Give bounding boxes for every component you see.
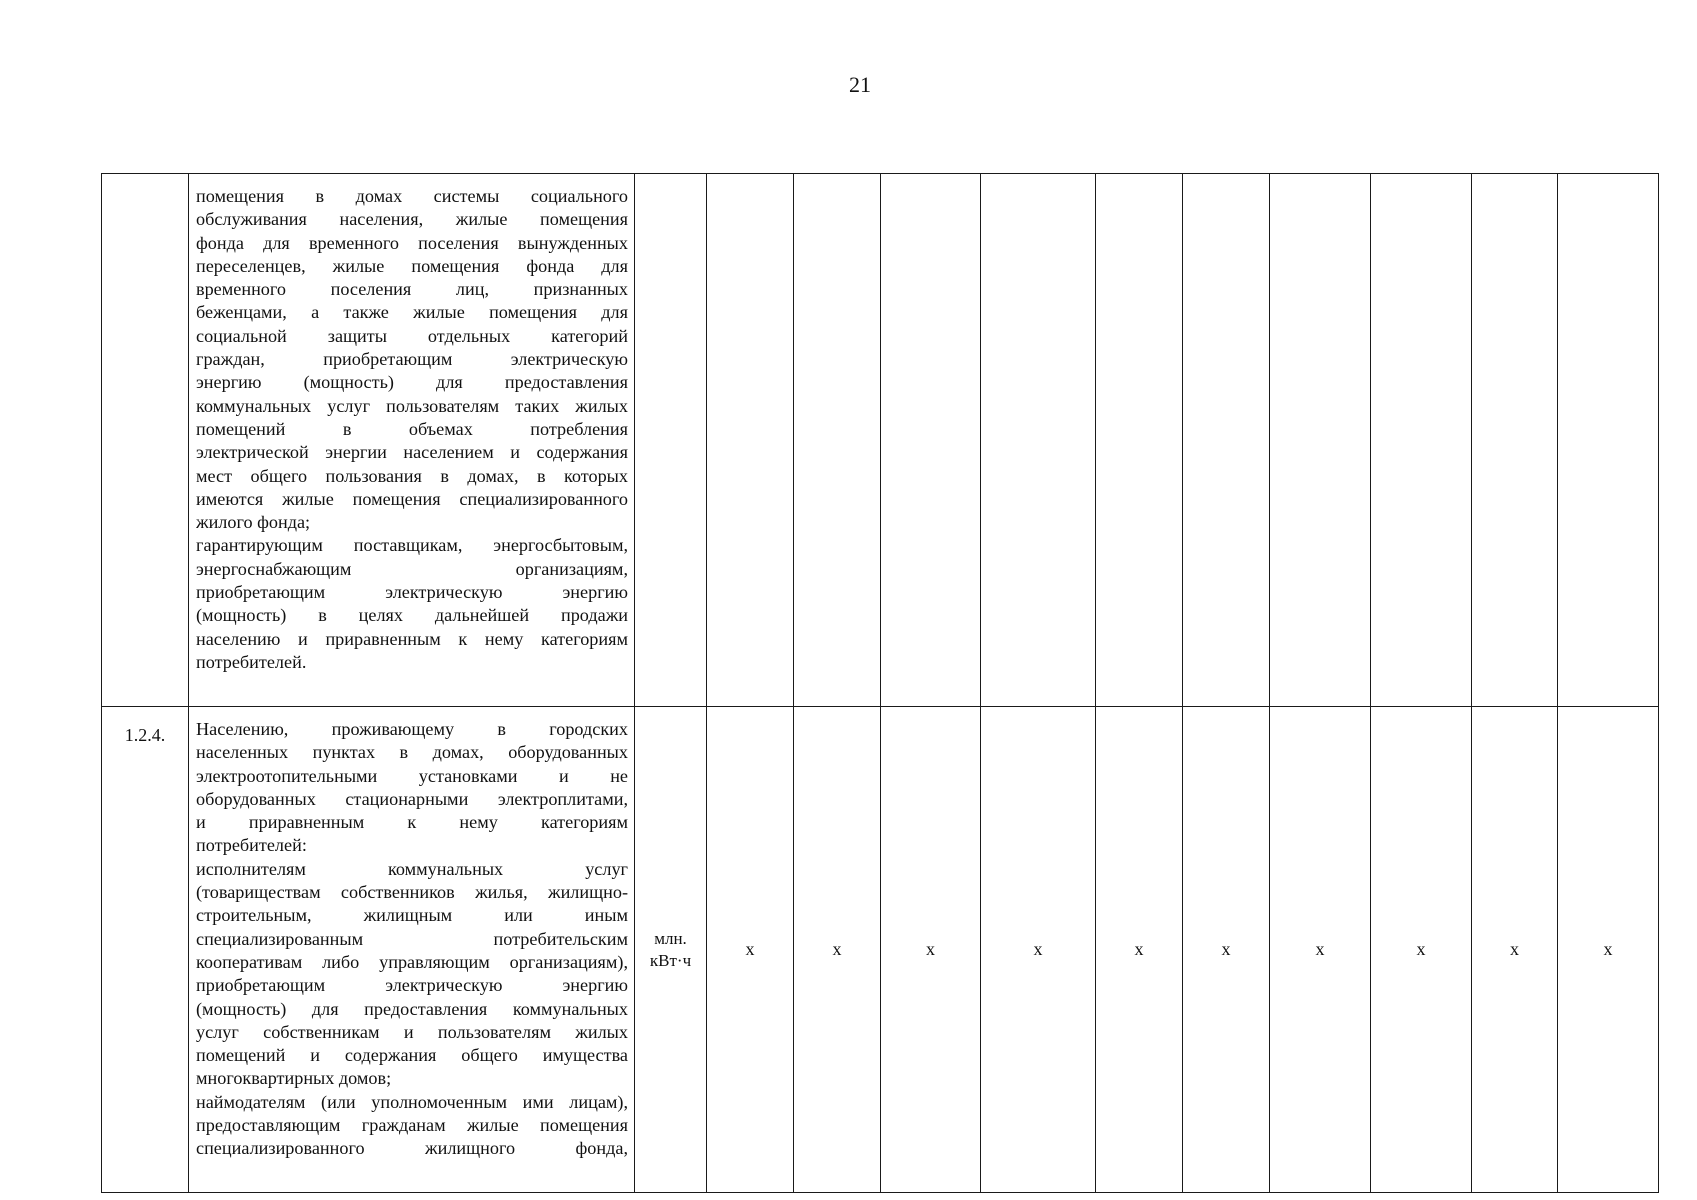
description-line: переселенцев, жилые помещения фонда для [196,255,628,276]
description-cell [189,174,635,707]
value-cell [794,174,881,707]
description-line: помещений и содержания общего имущества [196,1045,628,1066]
unit-line: кВт·ч [649,950,692,970]
value-cell [1371,174,1472,707]
description-line: (мощность) в целях дальнейшей продажи [196,605,628,626]
description-line: фонда для временного поселения вынужденных [196,232,628,253]
value-cell: x [981,707,1096,1193]
unit-cell [635,707,707,1193]
description-line: приобретающим электрическую энергию [196,582,628,603]
value-cell [1270,174,1371,707]
row-number-cell [102,174,189,707]
value-cell [981,174,1096,707]
description-line: имеются жилые помещения специализированного [196,488,628,509]
page-number: 21 [849,72,871,97]
description-line: исполнителям коммунальных услуг [196,858,628,879]
value-cell: x [794,707,881,1193]
value-cell: x [707,707,794,1193]
table-row [102,174,1659,707]
value-cell [707,174,794,707]
description-line: граждан, приобретающим электрическую [196,349,628,370]
description-line: помещения в домах системы социального [196,186,628,206]
description-line: энергию (мощность) для предоставления [196,372,628,393]
description-line: электроотопительными установками и не [196,765,628,786]
description-line: энергоснабжающим организациям, [196,558,628,579]
row-number-cell: 1.2.4. [102,707,189,1193]
description-line: и приравненным к нему категориям [196,812,628,833]
description-line: помещений в объемах потребления [196,418,628,439]
description-line: гарантирующим поставщикам, энергосбытовым, [196,535,628,556]
value-cell: x [1270,707,1371,1193]
description-line: специализированного жилищного фонда, [196,1138,628,1159]
value-cell [1558,174,1659,707]
description-line: временного поселения лиц, признанных [196,279,628,300]
description-line: беженцами, а также жилые помещения для [196,302,628,323]
description-line: мест общего пользования в домах, в которых [196,465,628,486]
description-line: услуг собственникам и пользователям жилых [196,1021,628,1042]
unit-line: млн. [654,928,687,948]
unit-cell [635,174,707,707]
description-line: оборудованных стационарными электроплитами, [196,788,628,809]
value-cell: x [1096,707,1183,1193]
description-line: электрической энергии населением и содержания [196,442,628,463]
description-line: специализированным потребительским [196,928,628,949]
value-cell [881,174,981,707]
description-line: кооперативам либо управляющим организациям), [196,951,628,972]
description-line: коммунальных услуг пользователям таких жилых [196,395,628,416]
description-cell [189,707,635,1193]
description-line: жилого фонда; [196,512,311,533]
value-cell: x [881,707,981,1193]
value-cell: x [1472,707,1558,1193]
description-line: обслуживания населения, жилые помещения [196,209,628,230]
value-cell: x [1371,707,1472,1193]
description-line: (товариществам собственников жилья, жилищно- [196,882,628,903]
value-cell: x [1558,707,1659,1193]
description-line: предоставляющим гражданам жилые помещения [196,1115,628,1136]
value-cell: x [1183,707,1270,1193]
description-line: Населению, проживающему в городских [196,719,628,739]
description-line: населенных пунктах в домах, оборудованных [196,742,628,763]
value-cell [1472,174,1558,707]
data-table [101,173,1659,1193]
description-line: многоквартирных домов; [196,1068,392,1089]
description-line: потребителей. [196,651,307,672]
description-line: населению и приравненным к нему категориям [196,628,628,649]
table-row [102,707,1659,1193]
value-cell [1096,174,1183,707]
description-line: (мощность) для предоставления коммунальных [196,998,628,1019]
description-line: наймодателям (или уполномоченным ими лицам), [196,1091,628,1112]
description-line: приобретающим электрическую энергию [196,975,628,996]
value-cell [1183,174,1270,707]
description-line: социальной защиты отдельных категорий [196,325,628,346]
description-line: потребителей: [196,835,307,856]
description-line: строительным, жилищным или иным [196,905,628,926]
